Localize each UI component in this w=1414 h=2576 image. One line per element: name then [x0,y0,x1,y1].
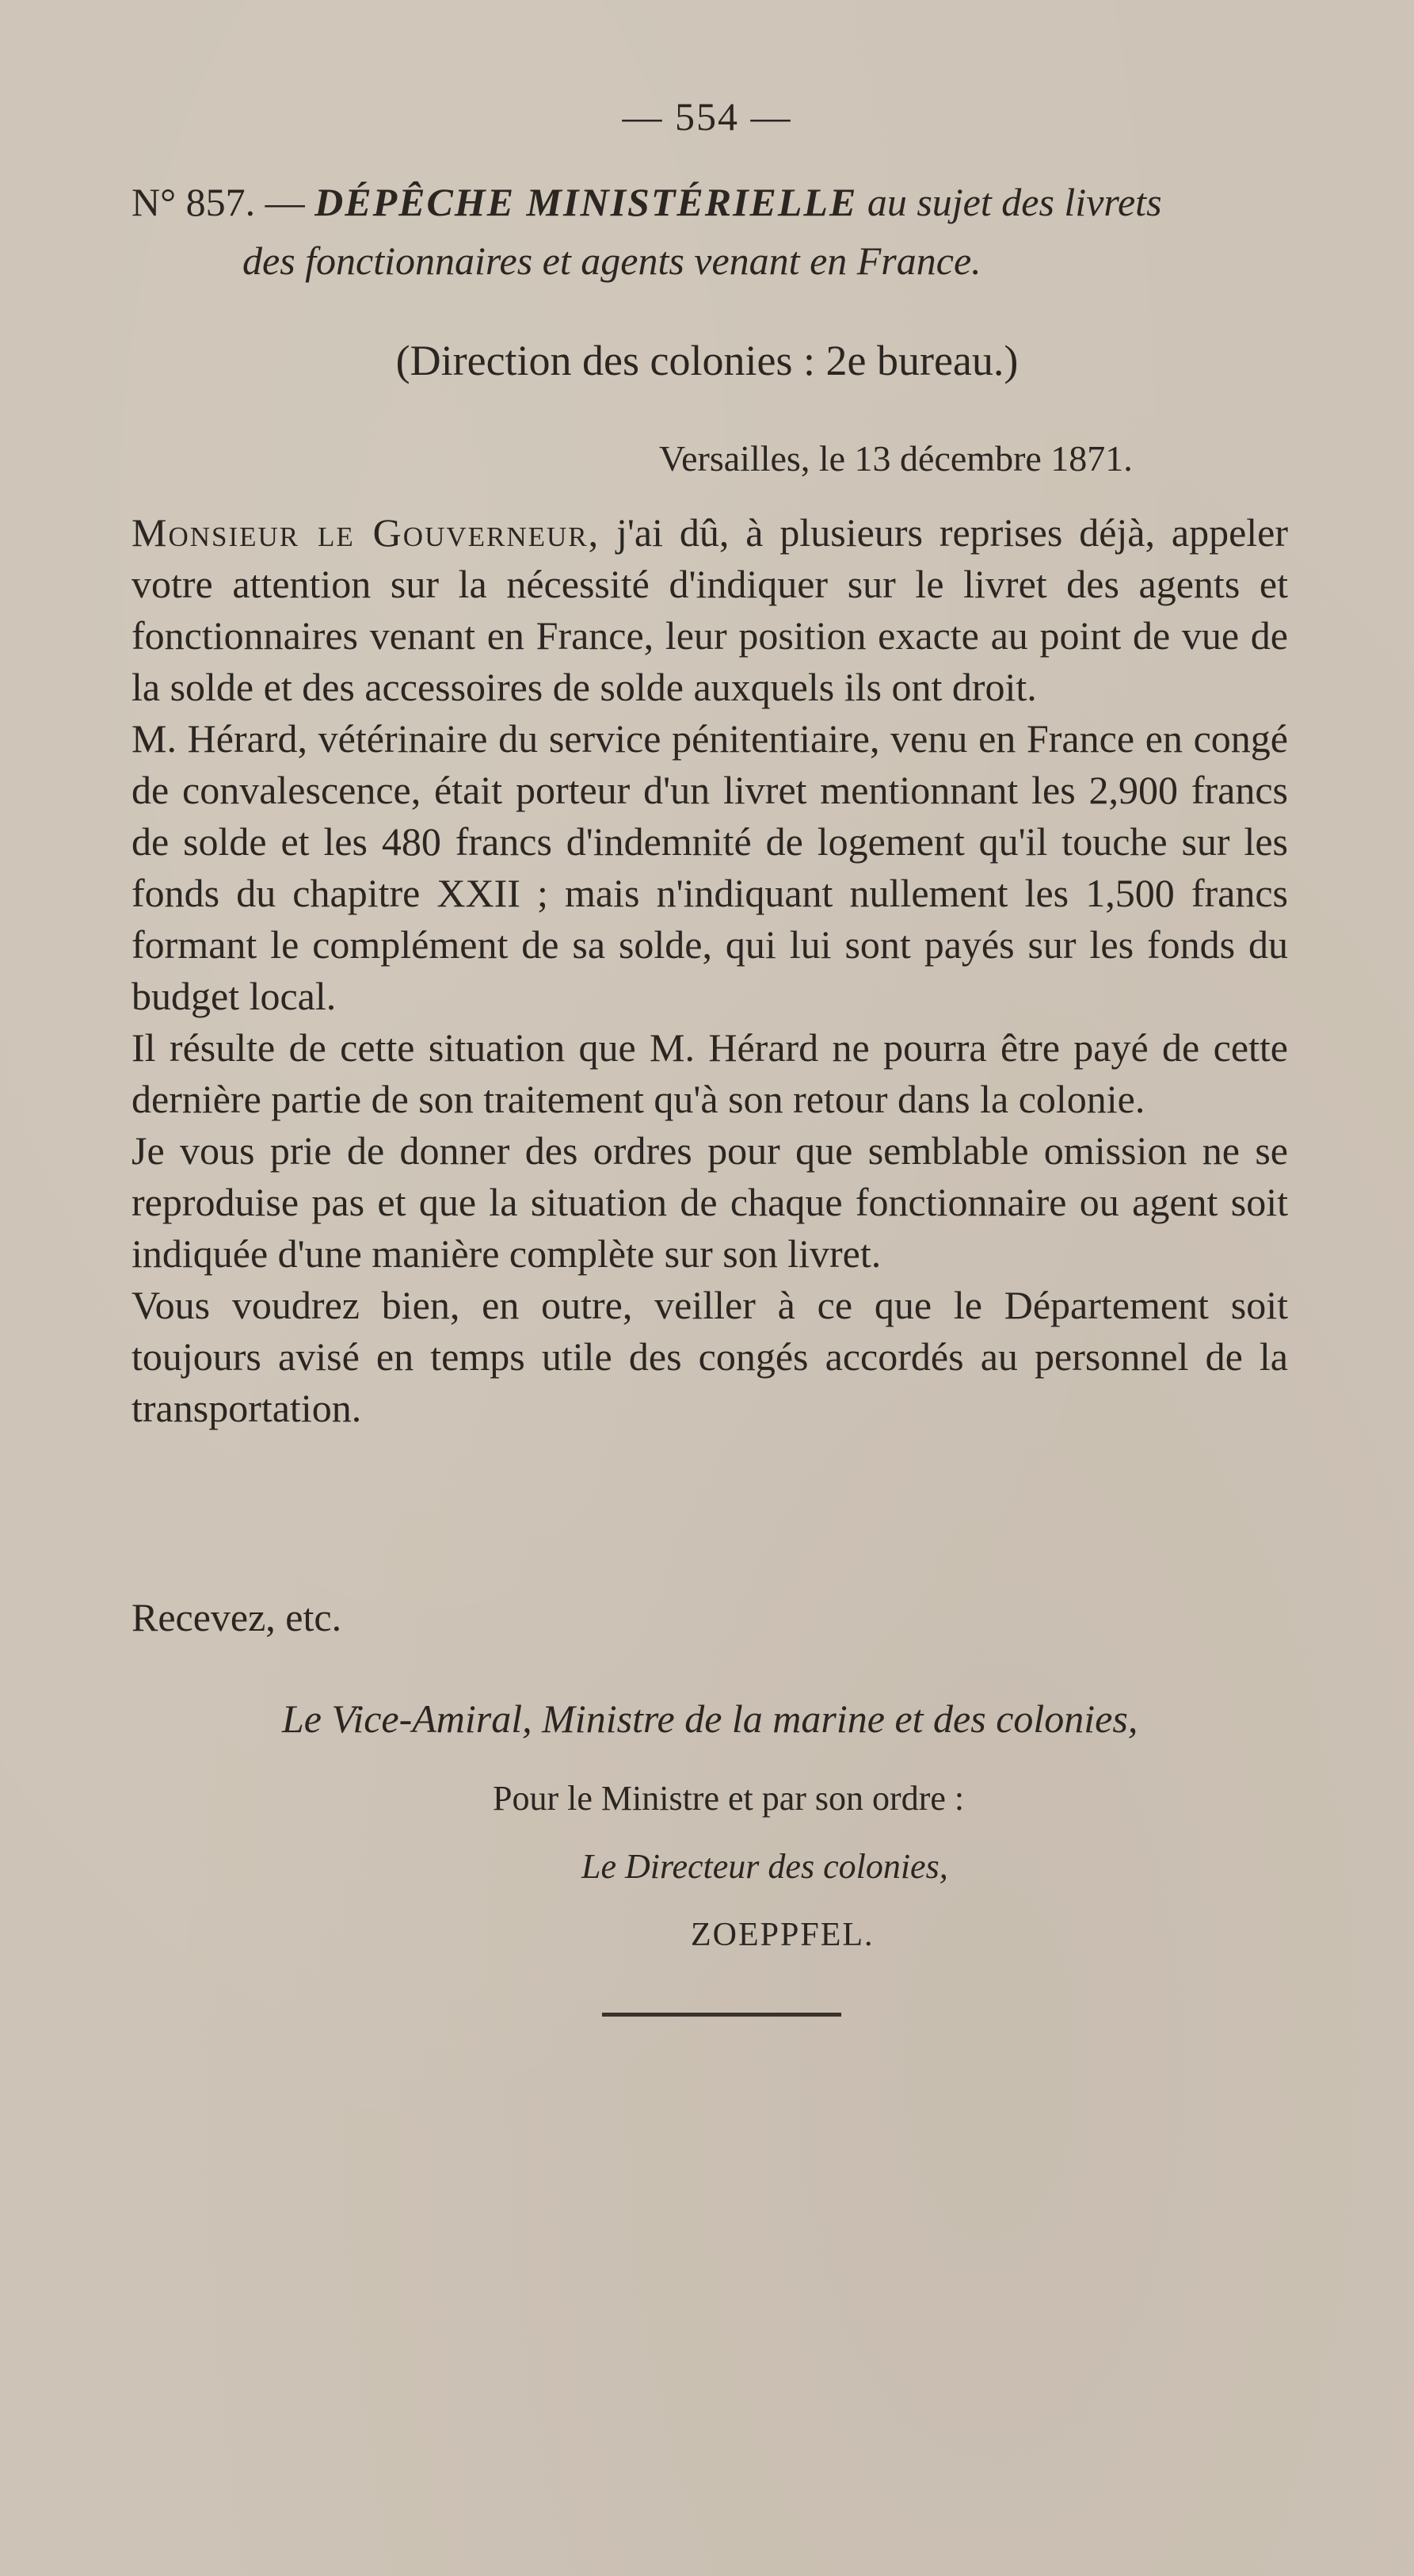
letter-body [131,507,1288,1434]
paragraph-2: M. Hérard, vétérinaire du service pénitentiaire, venu en France en congé de convalescence, était porteur d'un livret mentionnant les 2,900 francs de solde et les 480 francs d'indemnité de logement qu'il touche sur les fonds du chapitre XXII ; mais n'indiquant nullement les 1,500 francs formant le complément de sa solde, qui lui sont payés sur les fonds du budget local. [131,716,1288,1018]
heading-number: N° 857. — [131,180,315,224]
page-number: — 554 — [622,94,792,139]
paragraph-4: Je vous prie de donner des ordres pour que semblable omission ne se reproduise pas et que la situation de chaque fonctionnaire ou agent soit indiquée d'une manière complète sur son livret. [131,1128,1288,1276]
heading-title-rest: au sujet des livrets [857,180,1162,224]
paragraph-1-text: j'ai dû, à plusieurs reprises déjà, appeler votre attention sur la nécessité d'indiquer sur le livret des agents et fonctionnaires venant en France, leur position exacte au point de vue de la solde et des accessoires de solde auxquels ils ont droit. [131,510,1289,709]
signatory-title: Le Vice-Amiral, Ministre de la marine et des colonies, [282,1696,1138,1741]
signatory-delegation: Pour le Ministre et par son ordre : [493,1779,965,1818]
signatory-director: Le Directeur des colonies, [581,1847,948,1886]
signatory-name: ZOEPPFEL. [691,1917,875,1953]
heading-title: DÉPÊCHE MINISTÉRIELLE [314,180,858,224]
document-heading [131,173,1304,290]
paragraph-3: Il résulte de cette situation que M. Hérard ne pourra être payé de cette dernière partie de son traitement qu'à son retour dans la colonie. [131,1025,1288,1121]
heading-line-2: des fonctionnaires et agents venant en France. [242,239,981,283]
place-date: Versailles, le 13 décembre 1871. [659,438,1133,479]
end-rule-divider [602,2013,841,2017]
direction-note: (Direction des colonies : 2e bureau.) [395,337,1019,384]
paragraph-1 [131,507,1288,713]
salutation: Monsieur le Gouverneur, [131,510,600,555]
paragraph-5: Vous voudrez bien, en outre, veiller à ce que le Département soit toujours avisé en temps utile des congés accordés au personnel de la transportation. [131,1283,1288,1430]
closing-formula: Recevez, etc. [131,1595,342,1639]
